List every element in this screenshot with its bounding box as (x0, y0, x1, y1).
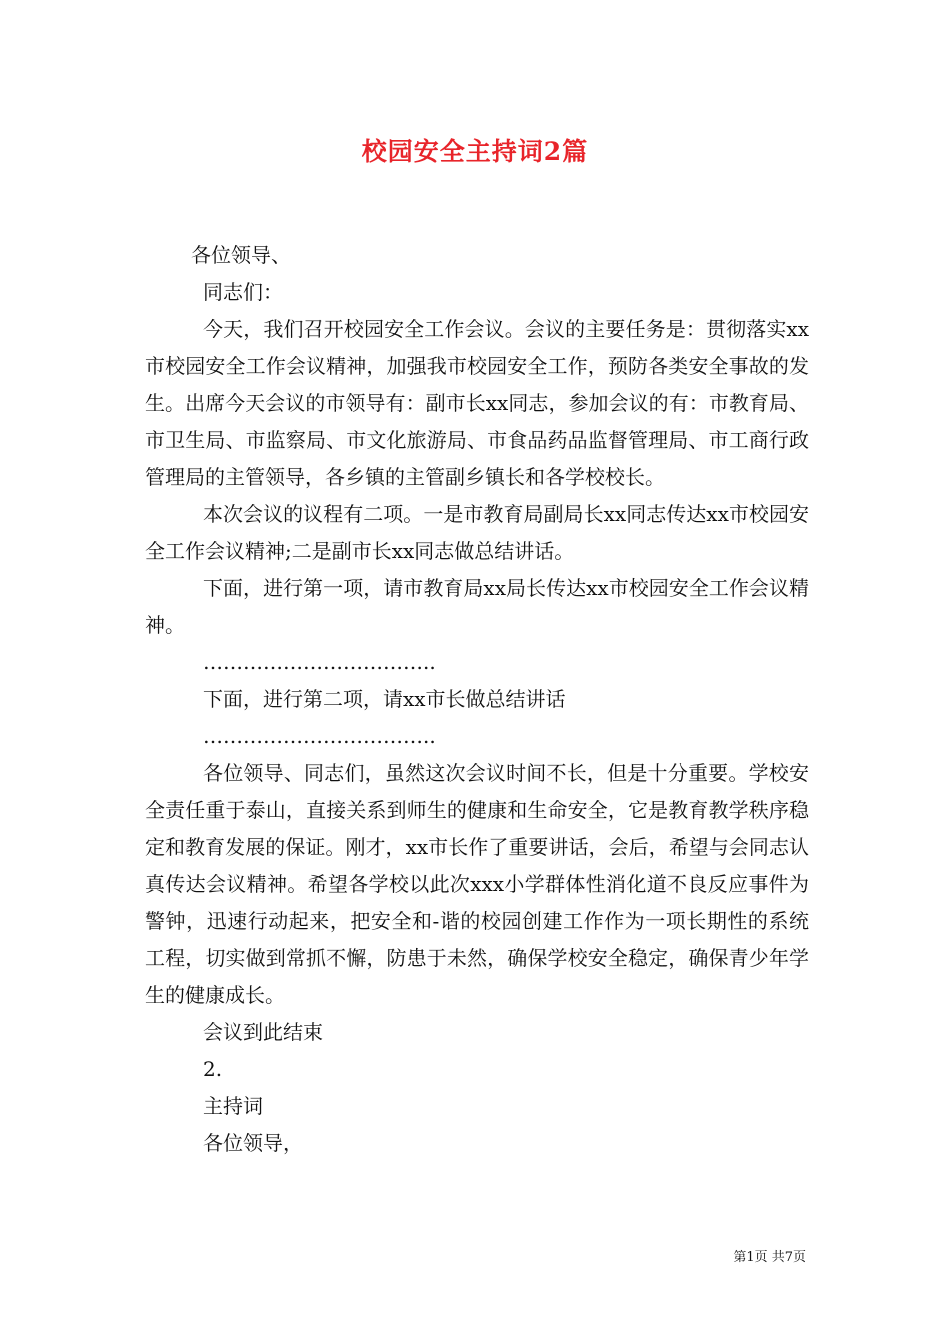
paragraph-item-one: 下面，进行第一项，请市教育局xx局长传达xx市校园安全工作会议精神。 (145, 576, 809, 637)
paragraph-salutation-2: 各位领导， (203, 1131, 303, 1155)
ellipsis-line-1: …………………………….. (203, 650, 436, 674)
document-body (145, 237, 809, 1162)
paragraph-closing-remarks: 各位领导、同志们，虽然这次会议时间不长，但是十分重要。学校安全责任重于泰山，直接关系到师生的健康和生命安全，它是教育教学秩序稳定和教育发展的保证。刚才，xx市长作了重要讲话，会后，希望与会同志认真传达会议精神。希望各学校以此次xxx小学群体性消化道不良反应事件为警钟，迅速行动起来，把安全和-谐的校园创建工作作为一项长期性的系统工程，切实做到常抓不懈，防患于未然，确保学校安全稳定，确保青少年学生的健康成长。 (145, 761, 809, 1007)
page-number-footer: 第1页 共7页 (733, 1250, 806, 1265)
ellipsis-line-2: …………………………….. (203, 724, 436, 748)
section-heading: 主持词 (203, 1094, 263, 1118)
paragraph-salutation-leaders: 各位领导、 (191, 243, 291, 267)
paragraph-meeting-end: 会议到此结束 (203, 1020, 323, 1044)
section-number: 2. (203, 1057, 223, 1081)
paragraph-opening: 今天，我们召开校园安全工作会议。会议的主要任务是：贯彻落实xx市校园安全工作会议精神，加强我市校园安全工作，预防各类安全事故的发生。出席今天会议的市领导有：副市长xx同志，参加会议的有：市教育局、市卫生局、市监察局、市文化旅游局、市食品药品监督管理局、市工商行政管理局的主管领导，各乡镇的主管副乡镇长和各学校校长。 (145, 317, 809, 489)
paragraph-item-two: 下面，进行第二项，请xx市长做总结讲话 (203, 687, 566, 711)
document-title: 校园安全主持词2篇 (361, 137, 589, 166)
paragraph-salutation-comrades: 同志们： (203, 280, 283, 304)
paragraph-agenda: 本次会议的议程有二项。一是市教育局副局长xx同志传达xx市校园安全工作会议精神;二是副市长xx同志做总结讲话。 (145, 502, 809, 563)
